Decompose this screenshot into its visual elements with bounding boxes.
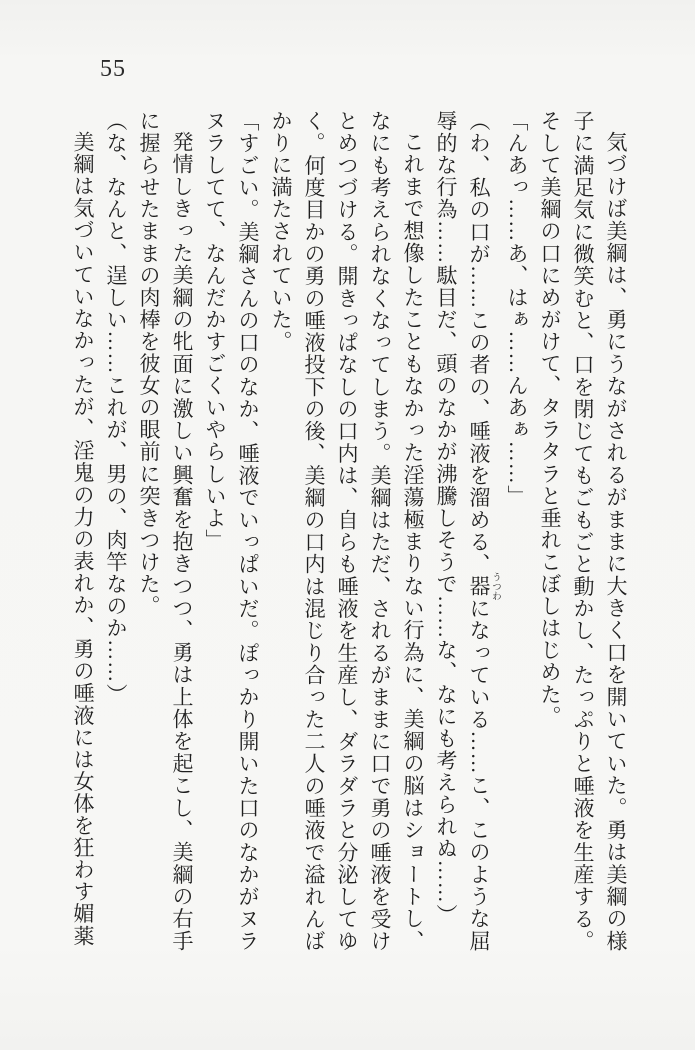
paragraph-narrative-4: 美綱は気づいていなかったが、淫鬼の力の表れか、勇の唾液には女体を狂わす媚薬 bbox=[71, 131, 95, 947]
page-text bbox=[70, 110, 632, 952]
page-number: 55 bbox=[100, 56, 126, 82]
ruby-text: うつわ bbox=[490, 572, 500, 601]
paragraph-dialogue-1: 「んあっ……あ、はぁ……んあぁ……」 bbox=[505, 110, 529, 507]
thought-segment-after: になっている……こ、このような屈辱的な行為……駄目だ、頭のなかが沸騰しそうで……な、なにも考えられぬ……） bbox=[434, 110, 491, 952]
paragraph-thought-1 bbox=[429, 110, 500, 952]
ruby-base: 器 bbox=[467, 572, 491, 601]
paragraph-narrative-2: これまで想像したこともなかった淫蕩極まりない行為に、美綱の脳はショートし、なにも考えられなくなってしまう。美綱はただ、されるがままに口で勇の唾液を受けとめつづける。開きっぱなしの口内は、自らも唾液を生産し、ダラダラと分泌してゆく。何度目かの勇の唾液投下の後、美綱の口内は混じり合った二人の唾液で溢れんばかりに満たされていた。 bbox=[269, 110, 425, 952]
paragraph-thought-2: （な、なんと、逞しい……これが、男の、肉竿なのか……） bbox=[104, 110, 128, 706]
ruby-utsuwa bbox=[467, 572, 500, 601]
paragraph-dialogue-2: 「すごい。美綱さんの口のなか、唾液でいっぱいだ。ぽっかり開いた口のなかがヌラヌラしてて、なんだかすごくいやらしいよ」 bbox=[203, 110, 260, 952]
paragraph-narrative-3: 発情しきった美綱の牝面に激しい興奮を抱きつつ、勇は上体を起こし、美綱の右手に握らせたままの肉棒を彼女の眼前に突きつけた。 bbox=[137, 110, 194, 952]
paragraph-narrative-1: 気づけば美綱は、勇にうながされるがままに大きく口を開いていた。勇は美綱の様子に満足気に微笑むと、口を閉じてもごもごと動かし、たっぷりと唾液を生産する。そして美綱の口にめがけて、タラタラと垂れこぼしはじめた。 bbox=[538, 110, 628, 952]
thought-segment-before: （わ、私の口が……この者の、唾液を溜める、 bbox=[467, 110, 491, 576]
